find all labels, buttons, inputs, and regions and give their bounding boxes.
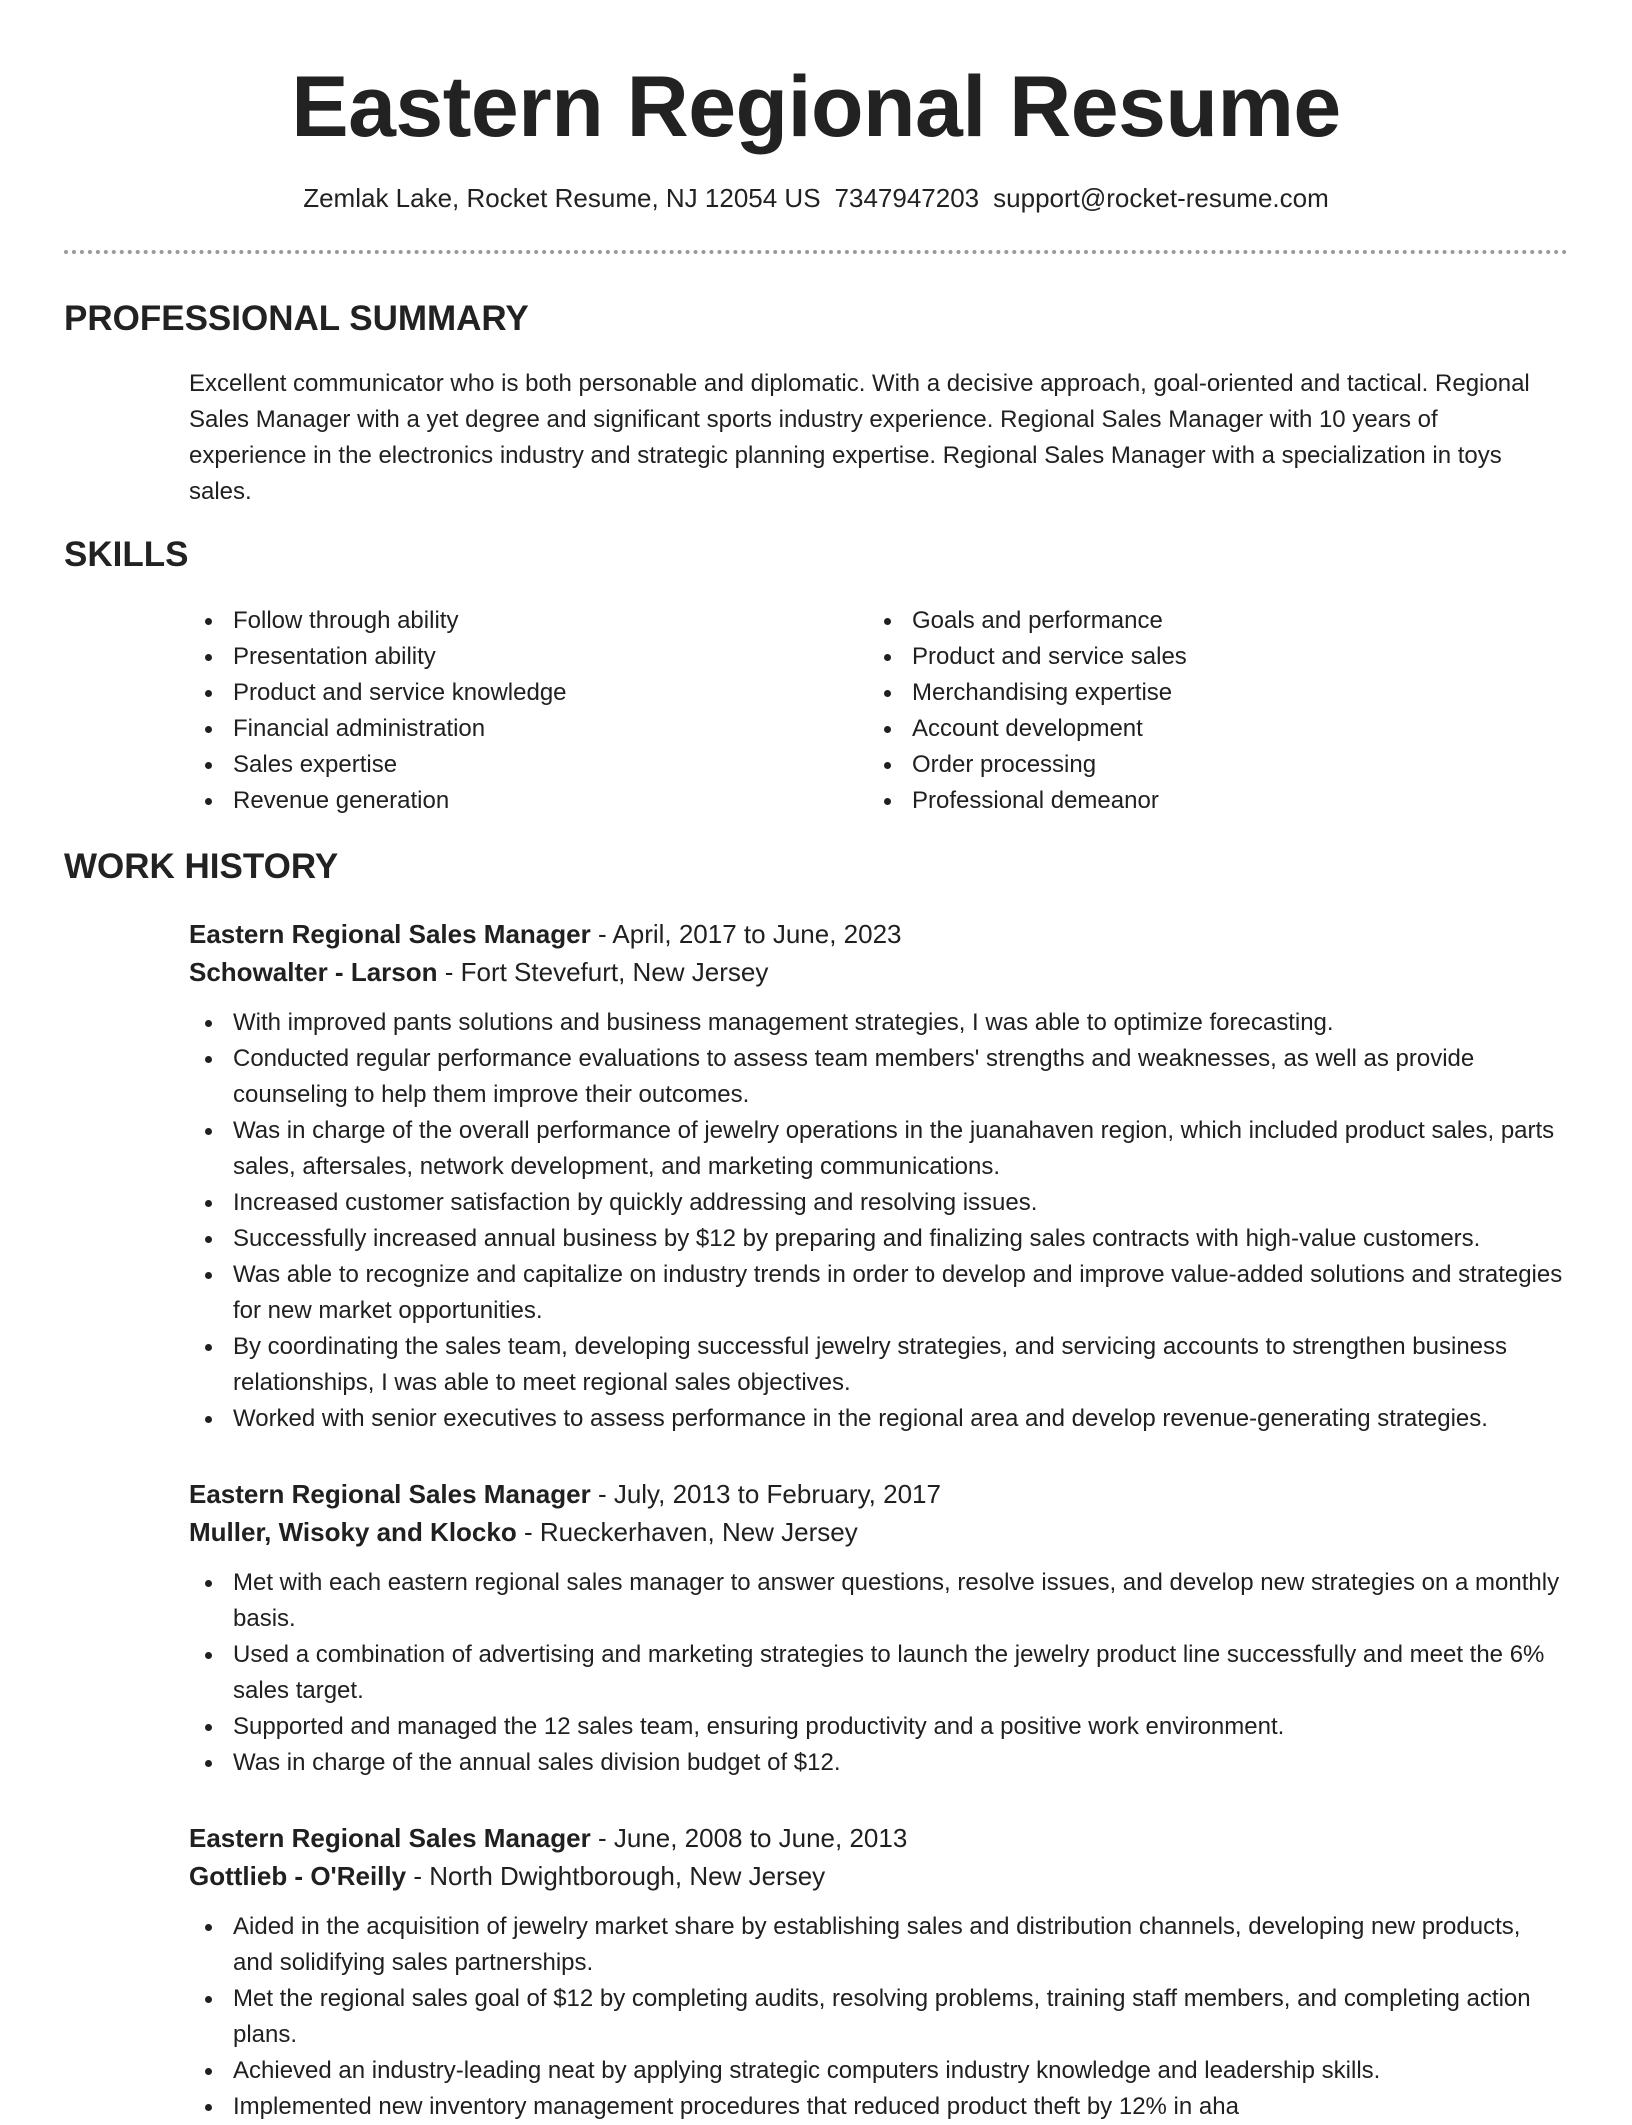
job-bullet: By coordinating the sales team, developing successful jewelry strategies, and servicing accounts to strengthen business relationships, I was able to meet regional sales objectives. xyxy=(189,1329,1564,1401)
skill-item: Product and service knowledge xyxy=(189,675,849,711)
job-bullet: Successfully increased annual business by $12 by preparing and finalizing sales contracts with high-value customers. xyxy=(189,1221,1564,1257)
job-dates: - July, 2013 to February, 2017 xyxy=(590,1479,941,1509)
job-company: Gottlieb - O'Reilly xyxy=(189,1861,407,1891)
job-bullets xyxy=(189,1005,1564,1437)
job-bullet: Aided in the acquisition of jewelry market share by establishing sales and distribution channels, developing new products, and solidifying sales partnerships. xyxy=(189,1909,1564,1981)
job-title-line xyxy=(189,1475,1564,1513)
skill-item: Sales expertise xyxy=(189,747,849,783)
summary-text: Excellent communicator who is both personable and diplomatic. With a decisive approach, goal-oriented and tactical. Regional Sales Manager with a yet degree and significant sports industry experience. Regional Sales Manager with 10 years of experience in the electronics industry and strategic planning expertise. Regional Sales Manager with a specialization in toys sales. xyxy=(189,370,1530,505)
resume-title: Eastern Regional Resume xyxy=(291,59,1341,155)
job-dates: - June, 2008 to June, 2013 xyxy=(590,1823,908,1853)
skill-item: Product and service sales xyxy=(868,639,1528,675)
contact-info xyxy=(0,180,1632,216)
job-entry xyxy=(189,915,1564,1437)
job-location: - North Dwightborough, New Jersey xyxy=(406,1861,826,1891)
skill-item: Account development xyxy=(868,711,1528,747)
job-bullet: Met the regional sales goal of $12 by completing audits, resolving problems, training staff members, and completing action plans. xyxy=(189,1981,1564,2053)
job-entry xyxy=(189,1475,1564,1781)
contact-email: support@rocket-resume.com xyxy=(993,183,1329,213)
skills-list-left xyxy=(189,603,849,819)
job-bullet: Supported and managed the 12 sales team, ensuring productivity and a positive work environment. xyxy=(189,1709,1564,1745)
job-bullet: Conducted regular performance evaluations to assess team members' strengths and weaknesses, as well as provide counseling to help them improve their outcomes. xyxy=(189,1041,1564,1113)
job-bullet: Implemented new inventory management procedures that reduced product theft by 12% in aha xyxy=(189,2089,1564,2125)
job-role: Eastern Regional Sales Manager xyxy=(189,1823,591,1853)
job-bullet: Met with each eastern regional sales manager to answer questions, resolve issues, and develop new strategies on a monthly basis. xyxy=(189,1565,1564,1637)
skills-heading: SKILLS xyxy=(64,535,189,574)
job-role: Eastern Regional Sales Manager xyxy=(189,919,591,949)
job-company-line xyxy=(189,953,1564,991)
job-bullet: Used a combination of advertising and marketing strategies to launch the jewelry product line successfully and meet the 6% sales target. xyxy=(189,1637,1564,1709)
skill-item: Financial administration xyxy=(189,711,849,747)
job-location: - Rueckerhaven, New Jersey xyxy=(516,1517,858,1547)
skill-item: Professional demeanor xyxy=(868,783,1528,819)
job-location: - Fort Stevefurt, New Jersey xyxy=(437,957,769,987)
job-dates: - April, 2017 to June, 2023 xyxy=(590,919,902,949)
contact-phone: 7347947203 xyxy=(834,183,980,213)
job-title-line xyxy=(189,915,1564,953)
work-history-heading: WORK HISTORY xyxy=(64,847,339,886)
job-company: Muller, Wisoky and Klocko xyxy=(189,1517,517,1547)
job-company-line xyxy=(189,1513,1564,1551)
job-role: Eastern Regional Sales Manager xyxy=(189,1479,591,1509)
job-entry xyxy=(189,1819,1564,2125)
job-bullet: Worked with senior executives to assess performance in the regional area and develop revenue-generating strategies. xyxy=(189,1401,1564,1437)
skill-item: Goals and performance xyxy=(868,603,1528,639)
job-bullet: Was in charge of the annual sales division budget of $12. xyxy=(189,1745,1564,1781)
job-bullet: Was able to recognize and capitalize on industry trends in order to develop and improve value-added solutions and strategies for new market opportunities. xyxy=(189,1257,1564,1329)
header-divider xyxy=(64,250,1568,254)
summary-heading: PROFESSIONAL SUMMARY xyxy=(64,299,529,338)
skill-item: Presentation ability xyxy=(189,639,849,675)
job-bullets xyxy=(189,1565,1564,1781)
job-bullet: With improved pants solutions and business management strategies, I was able to optimize forecasting. xyxy=(189,1005,1564,1041)
job-bullets xyxy=(189,1909,1564,2125)
job-company-line xyxy=(189,1857,1564,1895)
skill-item: Revenue generation xyxy=(189,783,849,819)
skills-list-right xyxy=(868,603,1528,819)
job-bullet: Was in charge of the overall performance of jewelry operations in the juanahaven region, which included product sales, parts sales, aftersales, network development, and marketing communications. xyxy=(189,1113,1564,1185)
job-bullet: Increased customer satisfaction by quickly addressing and resolving issues. xyxy=(189,1185,1564,1221)
job-company: Schowalter - Larson xyxy=(189,957,438,987)
contact-address: Zemlak Lake, Rocket Resume, NJ 12054 US xyxy=(303,183,821,213)
skill-item: Merchandising expertise xyxy=(868,675,1528,711)
job-title-line xyxy=(189,1819,1564,1857)
skill-item: Order processing xyxy=(868,747,1528,783)
skill-item: Follow through ability xyxy=(189,603,849,639)
job-bullet: Achieved an industry-leading neat by applying strategic computers industry knowledge and leadership skills. xyxy=(189,2053,1564,2089)
